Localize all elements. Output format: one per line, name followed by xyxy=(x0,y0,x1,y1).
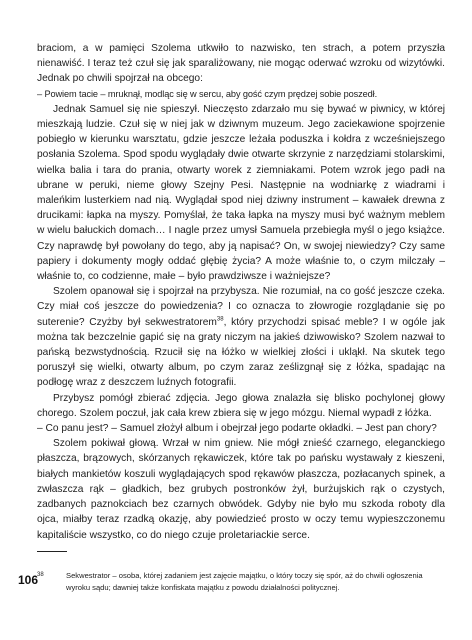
footnote-text: Sekwestrator – osoba, której zadaniem jest zajęcie majątku, o który toczy się spór, aż do chwili ogłoszenia wyroku sądu; dawniej także konfiskata majątku z powodu działalności politycznej. xyxy=(66,571,423,592)
footnote-number: 38 xyxy=(37,572,44,578)
paragraph xyxy=(37,284,445,390)
paragraph-text-continued: , który przychodzi spisać meble? I w ogóle jak można tak bezczelnie gapić się na graty niczym na jakieś dziwowisko? Szolem nazwał to pańską bezwstydnością. Rzucił się na łóżko w wielkiej złości i ukląkł. Na skutek tego poruszył się wielki, otwarty album, po czym zaraz ześlizgnął się z łóżka, spadając na podłogę wraz z deszczem luźnych fotografii. xyxy=(37,316,446,389)
footnote-divider xyxy=(37,551,67,552)
dialogue-line: – Powiem tacie – mruknął, modląc się w sercu, aby gość czym prędzej sobie poszedł. xyxy=(37,88,378,99)
paragraph: Jednak Samuel się nie spieszył. Nieczęsto zdarzało mu się bywać w piwnicy, w której mieszkają ludzie. Czuł się w niej jak w dziwnym muzeum. Jego zaciekawione spojrzenie pobiegło w kierunku warsztatu, gdzie jeszcze leżała poduszka i kołdra z wcześniejszego posłania Szolema. Spod spodu wyglądały dwie otwarte skrzynie z narzędziami stolarskimi, wielka balia i tara do prania, otwarty worek z ziemniakami. Potem wzrok jego padł na ubrane w peruki, nieme głowy Szejny Pesi. Następnie na wodniarkę z wiadrami i maleńkim lusterkiem nad nią. Wyglądał spod niej dziwny instrument – kawałek drewna z drucikami: łapka na myszy. Pomyślał, że taka łapka na myszy musi być ważnym meblem w wielu bałuckich domach… I nagle przez umysł Samuela przebiegła myśl o jego książce. Czy naprawdę był powołany do tego, aby ją napisać? On, w swojej niewiedzy? Czy same papiery i dokumenty mogły oddać głębię życia? A może właśnie to, o czym milczały – właśnie to, co codzienne, małe – było prawdziwsze i ważniejsze? xyxy=(37,103,445,283)
paragraph: Przybysz pomógł zbierać zdjęcia. Jego głowa znalazła się blisko pochylonej głowy chorego. Szolem poczuł, jak cała krew zbiera się w jego mózgu. Niemal wypadł z łóżka. xyxy=(37,392,445,419)
page-number: 106 xyxy=(18,573,39,587)
paragraph: braciom, a w pamięci Szolema utkwiło to nazwisko, ten strach, a potem przyszła nienawiść. I teraz też czuł się jak sparaliżowany, nie mogąc oderwać wzroku od wizytówki. Jednak po chwili spojrzał na obcego: xyxy=(37,43,445,85)
footnote xyxy=(37,570,445,593)
paragraph: Szolem pokiwał głową. Wrzał w nim gniew. Nie mógł znieść czarnego, eleganckiego płaszcza, brązowych, skórzanych rękawiczek, które tak po pańsku wystawały z kieszeni, białych mankietów koszuli wyglądających spod rękawów płaszcza, pozłacanych spinek, a zwłaszcza rąk – gładkich, bez grubych postronków żył, burżujskich rąk o czystych, zadbanych paznokciach bez czarnych obwódek. Gdyby nie było mu szkoda roboty dla ojca, miałby teraz rzadką okazję, aby powiedzieć prosto w oczy temu wypieszczonemu kapitaliście wszystko, co do niego czuje proletariackie serce. xyxy=(37,438,445,541)
paragraph-text: Szolem opanował się i spojrzał na przybysza. Nie rozumiał, na co gość jeszcze czeka. Czy miał coś jeszcze do powiedzenia? I co oznacza to złowrogie rozglądanie się po suterenie? Czyżby był sekwestratorem xyxy=(37,286,445,328)
dialogue-line: – Co panu jest? – Samuel złożył album i obejrzał jego podarte okładki. – Jest pan chory? xyxy=(37,423,437,435)
footnote-reference[interactable]: 38 xyxy=(216,316,224,323)
body-text xyxy=(37,41,445,543)
